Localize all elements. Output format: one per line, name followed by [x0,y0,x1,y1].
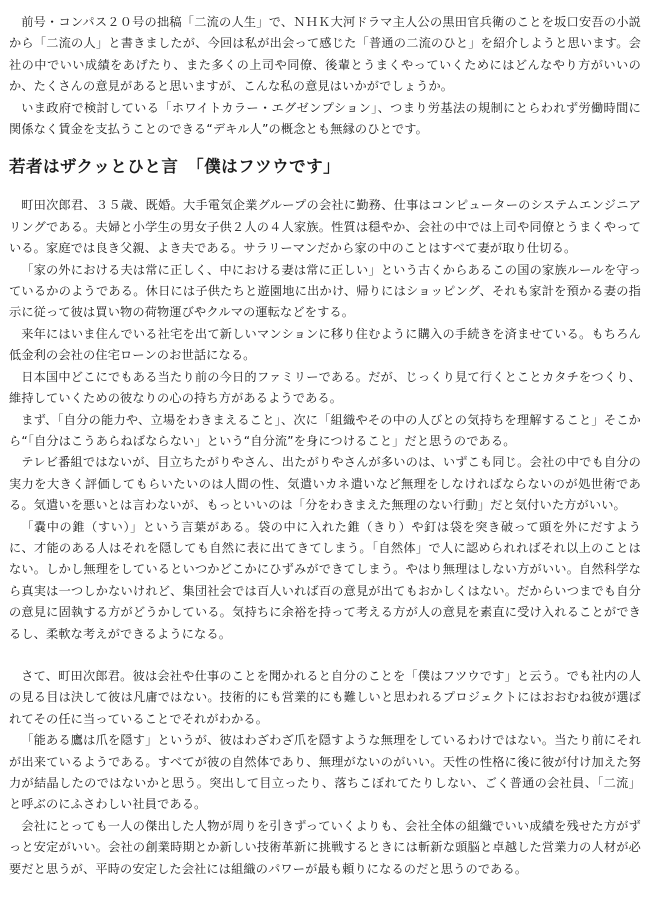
body-paragraph: 「家の外における夫は常に正しく、中における妻は常に正しい」という古くからあるこの国の家族ルールを守っているかのようである。休日には子供たちと遊園地に出かけ、帰りにはショッピング、それも家計を預かる妻の指示に従って彼は買い物の荷物運びやクルマの運転などをする。 [9,262,641,320]
body-paragraph: 町田次郎君、３５歳、既婚。大手電気企業グループの会社に勤務、仕事はコンピューターのシステムエンジニアリングである。夫婦と小学生の男女子供２人の４人家族。性質は穏やか、会社の中では上司や同僚とうまくやっている。家庭では良き父親、よき夫である。サラリーマンだから家の中のことはすべて妻が取り仕切る。 [9,198,641,256]
intro-paragraph-1: 前号・コンパス２０号の拙稿「二流の人生」で、ＮＨＫ大河ドラマ主人公の黒田官兵衛のことを坂口安吾の小説から「二流の人」と書きましたが、今回は私が出会って感じた「普通の二流のひと」を紹介しようと思います。会社の中でいい成績をあげたり、また多くの上司や同僚、後輩とうまくやっていくためにはどんなやり方がいいのか、たくさんの意見があると思いますが、こんな私の意見はいかがでしょうか。 [9,15,641,94]
body-paragraph: 「嚢中の錐（すい）」という言葉がある。袋の中に入れた錐（きり）や釘は袋を突き破って頭を外にだすように、才能のある人はそれを隠しても自然に表に出てきてしまう。「自然体」で人に認められればそれ以上のことはない。しかし無理をしているといつかどこかにひずみができてしまう。やはり無理はしない方がいい。自然科学なら真実は一つしかないけれど、集団社会では百人いれば百の意見が出てもおかしくはない。だからいつまでも自分の意見に固執する方がどうかしている。気持ちに余裕を持って考える方が人の意見を素直に受け入れることができるし、柔軟な考えができるようになる。 [9,519,641,641]
body-paragraph: さて、町田次郎君。彼は会社や仕事のことを聞かれると自分のことを「僕はフツウです」と云う。でも社内の人の見る目は決して彼は凡庸ではない。技術的にも営業的にも難しいと思われるプロジェクトにはおおむね彼が選ばれてその任に当っていることでそれがわかる。 [9,668,641,726]
body-section-2 [9,666,641,880]
intro-paragraph-2: いま政府で検討している「ホワイトカラー・エグゼンプション」、つまり労基法の規制にとらわれず労働時間に関係なく賃金を支払うことのできる“デキル人”の概念とも無縁のひとです。 [9,100,641,137]
body-paragraph: 「能ある鷹は爪を隠す」というが、彼はわざわざ爪を隠すような無理をしているわけではない。当たり前にそれが出来ているようである。すべてが彼の自然体であり、無理がないのがいい。天性の性格に後に彼が付け加えた努力が結晶したのではないかと思う。突出して目立ったり、落ちこぼれてたりしない、ごく普通の会社員、「二流」と呼ぶのにふさわしい社員である。 [9,733,641,812]
body-paragraph: テレビ番組ではないが、目立ちたがりやさん、出たがりやさんが多いのは、いずこも同じ。会社の中でも自分の実力を大きく評価してもらいたいのは人間の性、気遣いカネ遣いなど無理をしなければならないのが処世術である。気遣いを悪いとは言わないが、もっといいのは「分をわきまえた無理のない行動」だと気付いた方がいい。 [9,455,641,513]
body-paragraph: 来年にはいま住んでいる社宅を出て新しいマンションに移り住むように購入の手続きを済ませている。もちろん低金利の会社の住宅ローンのお世話になる。 [9,326,641,363]
section-spacer [9,645,641,666]
body-paragraph: 会社にとっても一人の傑出した人物が周りを引きずっていくよりも、会社全体の組織でいい成績を残せた方がずっと安定がいい。会社の創業時期とか新しい技術革新に挑戦するときには斬新な頭脳と卓越した営業力の人材が必要だと思うが、平時の安定した会社には組織のパワーが最も頼りになるのだと思うのである。 [9,818,641,876]
body-paragraph: 日本国中どこにでもある当たり前の今日的ファミリーである。だが、じっくり見て行くとことカタチをつくり、維持していくための彼なりの心の持ち方があるようである。 [9,369,641,406]
section-heading: 若者はザクッとひと言 「僕はフツウです」 [9,157,341,177]
intro-section [9,12,641,140]
body-section-1 [9,195,641,645]
body-paragraph: まず、「自分の能力や、立場をわきまえること」、次に「組織やその中の人びとの気持ちを理解すること」そこから“「自分はこうあらねばならない」という“自分流”を身につけること」だと思うのである。 [9,412,641,448]
